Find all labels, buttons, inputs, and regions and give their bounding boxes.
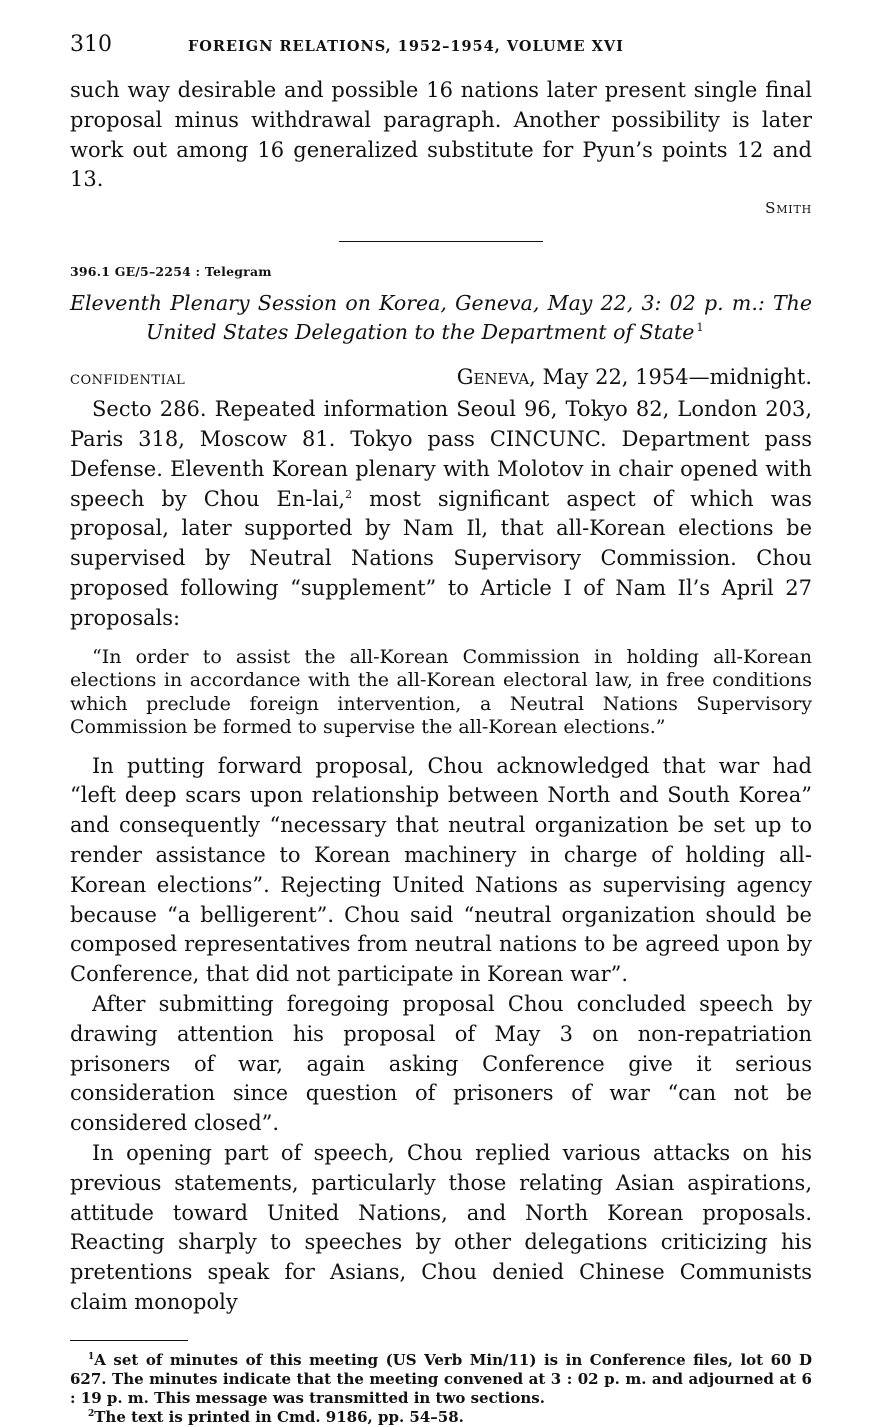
quote-text: “In order to assist the all-Korean Commission in holding all-Korean elections in accordance with the all-Korean electoral law, in free conditions which preclude foreign intervention, a Neutral Nations Supervisory Commission be formed to supervise the all-Korean elections.” <box>70 645 812 739</box>
footnote-ref-2: 2 <box>345 487 353 501</box>
running-head: FOREIGN RELATIONS, 1952–1954, VOLUME XVI <box>188 38 624 55</box>
classification-row <box>70 365 812 389</box>
classification: CONFIDENTIAL <box>70 373 186 389</box>
footnote-2 <box>70 1408 812 1427</box>
document-title <box>70 289 812 347</box>
paragraph-3: After submitting foregoing proposal Chou concluded speech by drawing attention his proposal of May 3 on non-repatriation prisoners of war, again asking Conference give it serious consideration since question of prisoners of war “can not be considered closed”. <box>70 991 812 1136</box>
document-divider <box>339 241 543 242</box>
page-number: 310 <box>70 32 112 57</box>
file-reference: 396.1 GE/5–2254 : Telegram <box>70 264 272 280</box>
document-body-continued <box>70 752 812 1318</box>
place-date <box>457 365 812 389</box>
footnotes <box>70 1351 812 1427</box>
block-quote <box>70 646 812 740</box>
previous-document-text <box>70 76 812 195</box>
place: Geneva, <box>456 365 536 390</box>
paragraph-1-part-b: most significant aspect of which was proposal, later supported by Nam Il, that all-Korean elections be supervised by Neutral Nations Supervisory Commission. Chou proposed following “supplement” to Article I of Nam Il’s April 27 proposals: <box>70 486 812 630</box>
paragraph-4: In opening part of speech, Chou replied various attacks on his previous statements, particularly those relating Asian aspirations, attitude toward United Nations, and North Korean proposals. Reacting sharply to speeches by other delegations criticizing his pretentions speak for Asians, Chou denied Chinese Communists claim monopoly <box>70 1140 812 1314</box>
document-title-text: Eleventh Plenary Session on Korea, Geneva, May 22, 3: 02 p. m.: The United States Delegation to the Department of State <box>70 291 812 345</box>
footnote-rule <box>70 1340 188 1341</box>
paragraph-2: In putting forward proposal, Chou acknowledged that war had “left deep scars upon relationship between North and South Korea” and consequently “necessary that neutral organization be set up to render assistance to Korean machinery in charge of holding all-Korean elections”. Rejecting United Nations as supervising agency because “a belligerent”. Chou said “neutral organization should be composed representatives from neutral nations to be agreed upon by Conference, that did not participate in Korean war”. <box>70 753 812 987</box>
footnote-1-text: A set of minutes of this meeting (US Verb Min/11) is in Conference files, lot 60 D 627. The minutes indicate that the meeting convened at 3 : 02 p. m. and adjourned at 6 : 19 p. m. This message was transmitted in two sections. <box>70 1350 812 1407</box>
footnote-1-marker: 1 <box>88 1351 95 1362</box>
document-body <box>70 395 812 633</box>
signature: Smith <box>765 199 812 218</box>
paragraph-1 <box>70 395 812 633</box>
footnote-2-marker: 2 <box>88 1408 95 1419</box>
footnote-2-text: The text is printed in Cmd. 9186, pp. 54–58. <box>94 1407 464 1426</box>
footnote-1 <box>70 1351 812 1408</box>
paragraph-1-part-a: Secto 286. Repeated information Seoul 96, Tokyo 82, London 203, Paris 318, Moscow 81. Tokyo pass CINCUNC. Department pass Defense. Eleventh Korean plenary with Molotov in chair opened with speech by Chou En-lai, <box>70 397 812 511</box>
document-page <box>70 32 812 1427</box>
closing-paragraph: such way desirable and possible 16 nations later present single final proposal minus withdrawal paragraph. Another possibility is later work out among 16 generalized substitute for Pyun’s points 12 and 13. <box>70 78 812 192</box>
date: May 22, 1954—midnight. <box>542 365 812 390</box>
title-footnote-ref: 1 <box>696 321 704 335</box>
page-header <box>70 32 812 62</box>
